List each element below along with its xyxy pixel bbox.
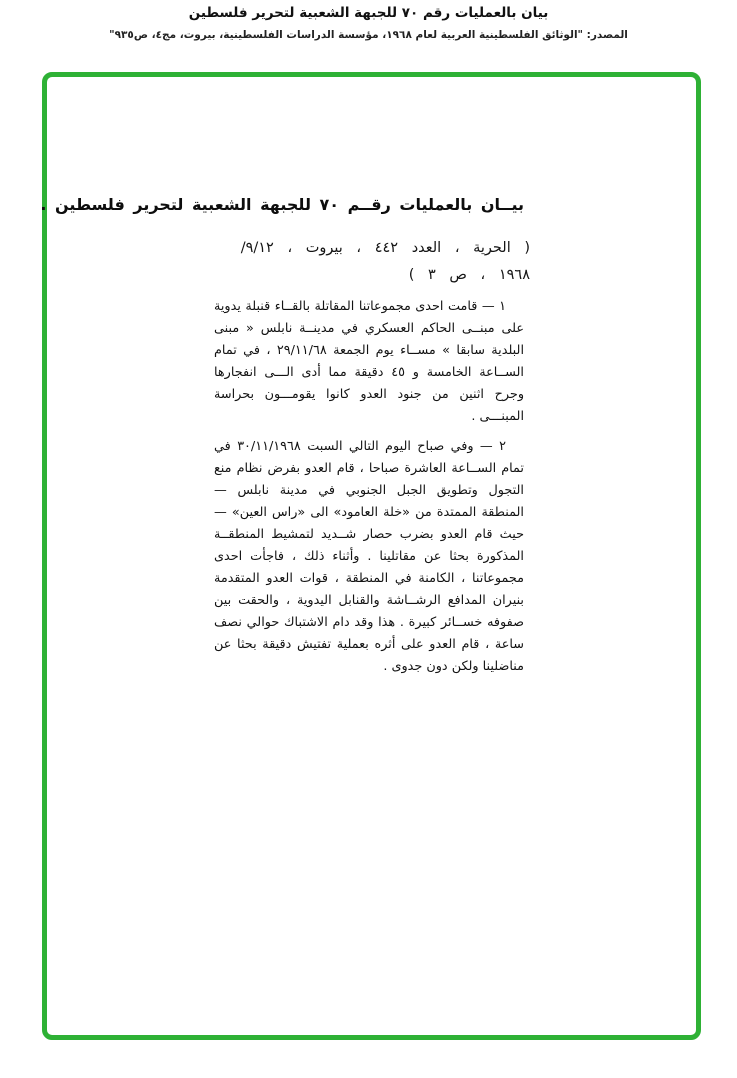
document-paragraph: ١ — قامت احدى مجموعاتنا المقاتلة بالقــاء قنبلة يدوية على مبنــى الحاكم العسكري في مدينــة نابلس « مبنى البلدية سابقا » مســاء يوم الجمعة ٢٩/١١/٦٨ ، في تمام الســاعة الخامسة و ٤٥ دقيقة مما أدى الـــى انفجارها وجرح اثنين من جنود العدو كانوا يقومـــون بحراسة المبنـــى . [214, 299, 524, 424]
citation-line-2: ١٩٦٨ ، ص ٣ ) [408, 267, 530, 283]
document-frame [42, 72, 701, 1040]
header-source-line: المصدر: "الوثائق الفلسطينية العربية لعام ١٩٦٨، مؤسسة الدراسات الفلسطينية، بيروت، مج٤، ص٩٣٥" [109, 29, 628, 41]
document-citation [241, 235, 530, 289]
header-title: بيان بالعمليات رقم ٧٠ للجبهة الشعبية لتحرير فلسطين [188, 5, 549, 21]
citation-line-1: ( الحرية ، العدد ٤٤٢ ، بيروت ، ٩/١٢/ [240, 240, 530, 256]
document-title: بيــان بالعمليات رقــم ٧٠ للجبهة الشعبية لتحرير فلسطين . [40, 195, 524, 214]
page-header [0, 5, 737, 41]
document-paragraph: ٢ — وفي صباح اليوم التالي السبت ٣٠/١١/١٩٦٨ في تمام الســاعة العاشرة صباحا ، قام العدو بفرض نظام منع التجول وتطويق الجبل الجنوبي في مدينة نابلس — المنطقة الممتدة من «خلة العامود» الى «راس العين» — حيث قام العدو بضرب حصار شــديد لتمشيط المنطقــة المذكورة بحثا عن مقاتلينا . وأثناء ذلك ، فاجأت احدى مجموعاتنا ، الكامنة في المنطقة ، قوات العدو المتقدمة بنيران المدافع الرشــاشة والقنابل اليدوية ، والحقت بين صفوفه خســائر كبيرة . هذا وقد دام الاشتباك حوالي نصف ساعة ، قام العدو على أثره بعملية تفتيش دقيقة بحثا عن مناضلينا ولكن دون جدوى . [214, 439, 524, 674]
document-body [214, 296, 524, 678]
